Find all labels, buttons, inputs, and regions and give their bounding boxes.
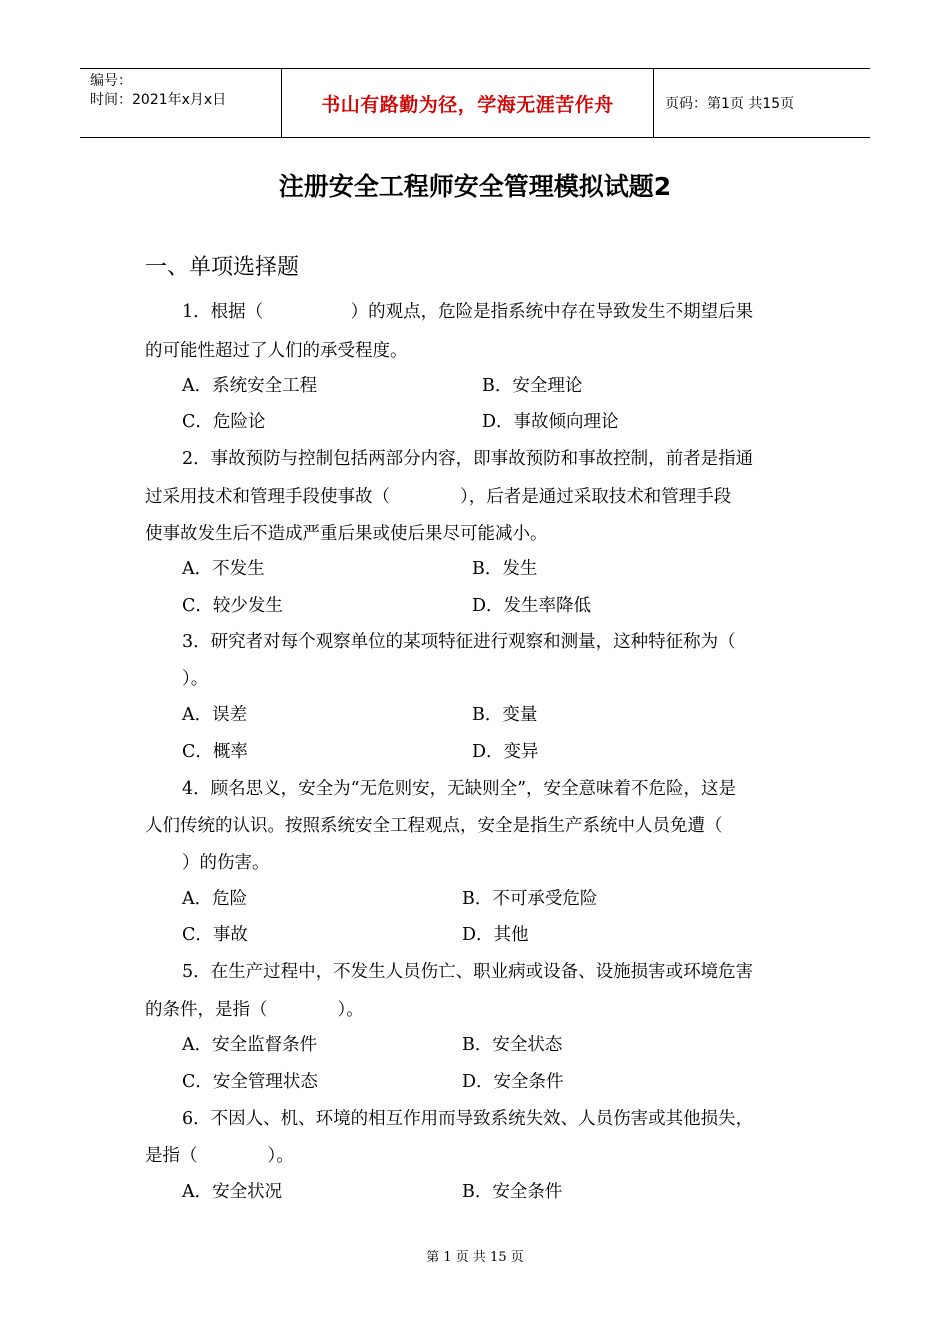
header-meta-cell	[80, 69, 282, 137]
question-2-option-b: B．发生	[472, 559, 538, 579]
question-6-option-b: B．安全条件	[462, 1182, 563, 1202]
question-1-option-c: C．危险论	[182, 412, 266, 432]
question-4-line-1: 4．顾名思义，安全为“无危则安，无缺则全”，安全意味着不危险，这是	[182, 779, 737, 799]
question-5-option-a: A．安全监督条件	[182, 1035, 318, 1055]
question-5-option-b: B．安全状态	[462, 1035, 563, 1055]
question-2-line-2: 过采用技术和管理手段使事故（ ），后者是通过采取技术和管理手段	[145, 487, 732, 507]
question-3-line-1: 3．研究者对每个观察单位的某项特征进行观察和测量，这种特征称为（	[182, 632, 736, 652]
question-6-line-2: 是指（ ）。	[145, 1146, 294, 1166]
question-1-line-1: 1．根据（ ）的观点，危险是指系统中存在导致发生不期望后果	[182, 302, 754, 322]
question-3-option-a: A．误差	[182, 705, 248, 725]
question-4-option-d: D．其他	[462, 925, 529, 945]
question-5-line-1: 5．在生产过程中，不发生人员伤亡、职业病或设备、设施损害或环境危害	[182, 962, 754, 982]
question-4-line-2: 人们传统的认识。按照系统安全工程观点，安全是指生产系统中人员免遭（	[145, 816, 723, 836]
question-3-option-c: C．概率	[182, 742, 248, 762]
question-3-line-2: ）。	[182, 669, 209, 689]
question-3-option-d: D．变异	[472, 742, 539, 762]
question-4-option-a: A．危险	[182, 889, 248, 909]
question-4-option-b: B．不可承受危险	[462, 889, 598, 909]
question-1-option-d: D．事故倾向理论	[482, 412, 619, 432]
page-footer: 第 1 页 共 15 页	[426, 1250, 524, 1265]
header-page-cell	[655, 69, 870, 137]
header-motto: 书山有路勤为径，学海无涯苦作舟	[321, 93, 614, 116]
question-6-option-a: A．安全状况	[182, 1182, 283, 1202]
question-2-option-c: C．较少发生	[182, 596, 283, 616]
question-1-option-b: B．安全理论	[482, 376, 583, 396]
question-2-line-3: 使事故发生后不造成严重后果或使后果尽可能减小。	[145, 524, 548, 544]
question-4-option-c: C．事故	[182, 925, 248, 945]
document-title: 注册安全工程师安全管理模拟试题2	[278, 172, 672, 201]
document-date-label: 时间：2021年x月x日	[90, 92, 227, 108]
question-2-option-d: D．发生率降低	[472, 596, 592, 616]
page-header	[80, 68, 870, 138]
question-3-option-b: B．变量	[472, 705, 538, 725]
question-4-line-3: ）的伤害。	[182, 853, 270, 873]
question-6-line-1: 6．不因人、机、环境的相互作用而导致系统失效、人员伤害或其他损失，	[182, 1109, 754, 1129]
question-5-line-2: 的条件，是指（ ）。	[145, 1000, 364, 1020]
header-motto-cell	[282, 69, 654, 137]
document-number-label: 编号：	[90, 73, 132, 89]
question-1-option-a: A．系统安全工程	[182, 376, 318, 396]
question-2-line-1: 2．事故预防与控制包括两部分内容，即事故预防和事故控制，前者是指通	[182, 449, 754, 469]
question-2-option-a: A．不发生	[182, 559, 265, 579]
header-page-info: 页码：第1页 共15页	[665, 96, 795, 112]
question-5-option-c: C．安全管理状态	[182, 1072, 318, 1092]
question-5-option-d: D．安全条件	[462, 1072, 564, 1092]
question-1-line-2: 的可能性超过了人们的承受程度。	[145, 341, 408, 361]
section-heading: 一、单项选择题	[145, 255, 300, 280]
